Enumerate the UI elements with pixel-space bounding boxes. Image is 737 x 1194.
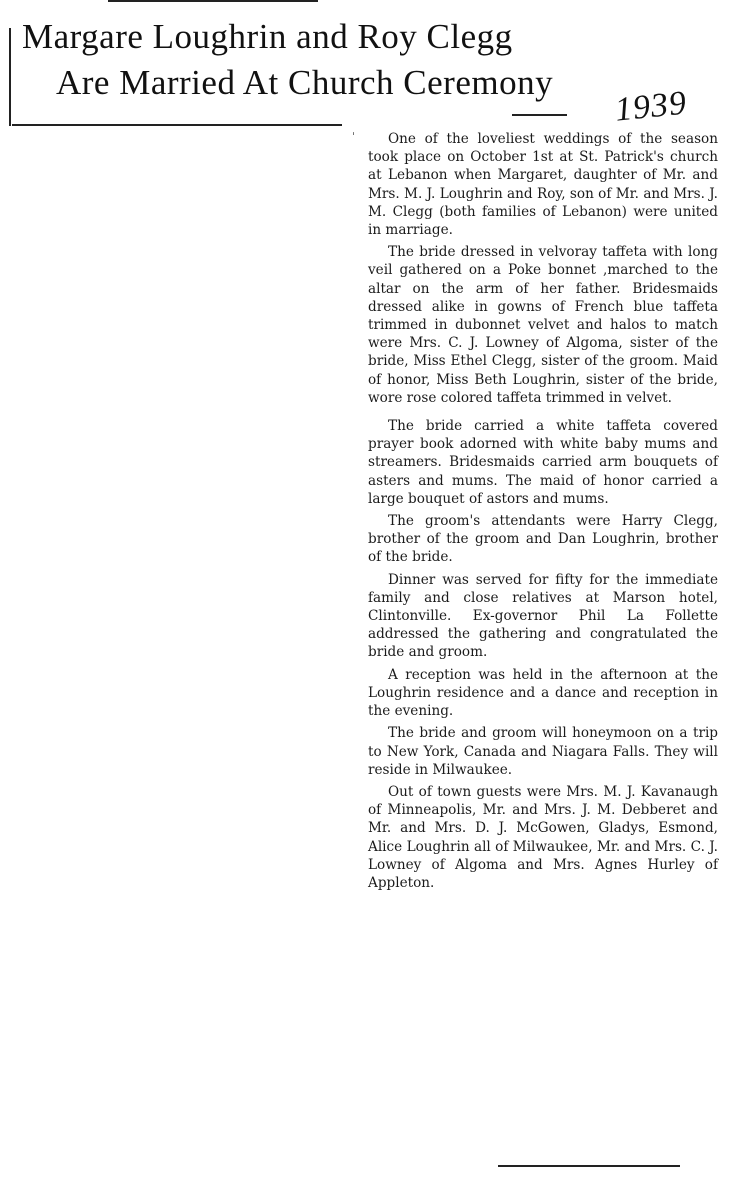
headline-dash (512, 114, 567, 116)
top-rule (108, 0, 318, 2)
paragraph-dinner: Dinner was served for fifty for the immediate family and close relatives at Marson hotel, Clintonville. Ex-governor Phil La Follette addressed the gathering and congratulated the bride and groom. (368, 571, 718, 661)
handwritten-year: 1939 (613, 84, 689, 129)
column-mark: ˈ (352, 130, 356, 143)
paragraph-attire: The bride dressed in velvoray taffeta with long veil gathered on a Poke bonnet ,marched to the altar on the arm of her father. Bridesmaids dressed alike in gowns of French blue taffeta trimmed in dubonnet velvet and halos to match were Mrs. C. J. Lowney of Algoma, sister of the bride, Miss Ethel Clegg, sister of the groom. Maid of honor, Miss Beth Loughrin, sister of the bride, wore rose colored taffeta trimmed in velvet. (368, 244, 718, 406)
paragraph-ceremony: One of the loveliest weddings of the season took place on October 1st at St. Patrick's church at Lebanon when Margaret, daughter of Mr. and Mrs. M. J. Loughrin and Roy, son of Mr. and Mrs. J. M. Clegg (both families of Lebanon) were united in marriage. (368, 131, 718, 239)
paragraph-reception: A reception was held in the afternoon at the Loughrin residence and a dance and reception in the evening. (368, 666, 718, 720)
paragraph-guests: Out of town guests were Mrs. M. J. Kavanaugh of Minneapolis, Mr. and Mrs. J. M. Debberet and Mr. and Mrs. D. J. McGowen, Gladys, Esmond, Alice Loughrin all of Milwaukee, Mr. and Mrs. C. J. Lowney of Algoma and Mrs. Agnes Hurley of Appleton. (368, 783, 718, 891)
article-body (368, 130, 718, 896)
paragraph-bouquets: The bride carried a white taffeta covered prayer book adorned with white baby mums and streamers. Bridesmaids carried arm bouquets of asters and mums. The maid of honor carried a large bouquet of astors and mums. (368, 418, 718, 507)
left-border-line (9, 28, 11, 126)
headline-line-1: Margare Loughrin and Roy Clegg (22, 17, 513, 56)
paragraph-honeymoon: The bride and groom will honeymoon on a trip to New York, Canada and Niagara Falls. They will reside in Milwaukee. (368, 725, 718, 778)
headline-line-2: Are Married At Church Ceremony (56, 63, 554, 102)
end-rule (498, 1165, 680, 1167)
headline-bottom-rule (12, 124, 342, 126)
paragraph-attendants: The groom's attendants were Harry Clegg, brother of the groom and Dan Loughrin, brother of the bride. (368, 513, 718, 566)
